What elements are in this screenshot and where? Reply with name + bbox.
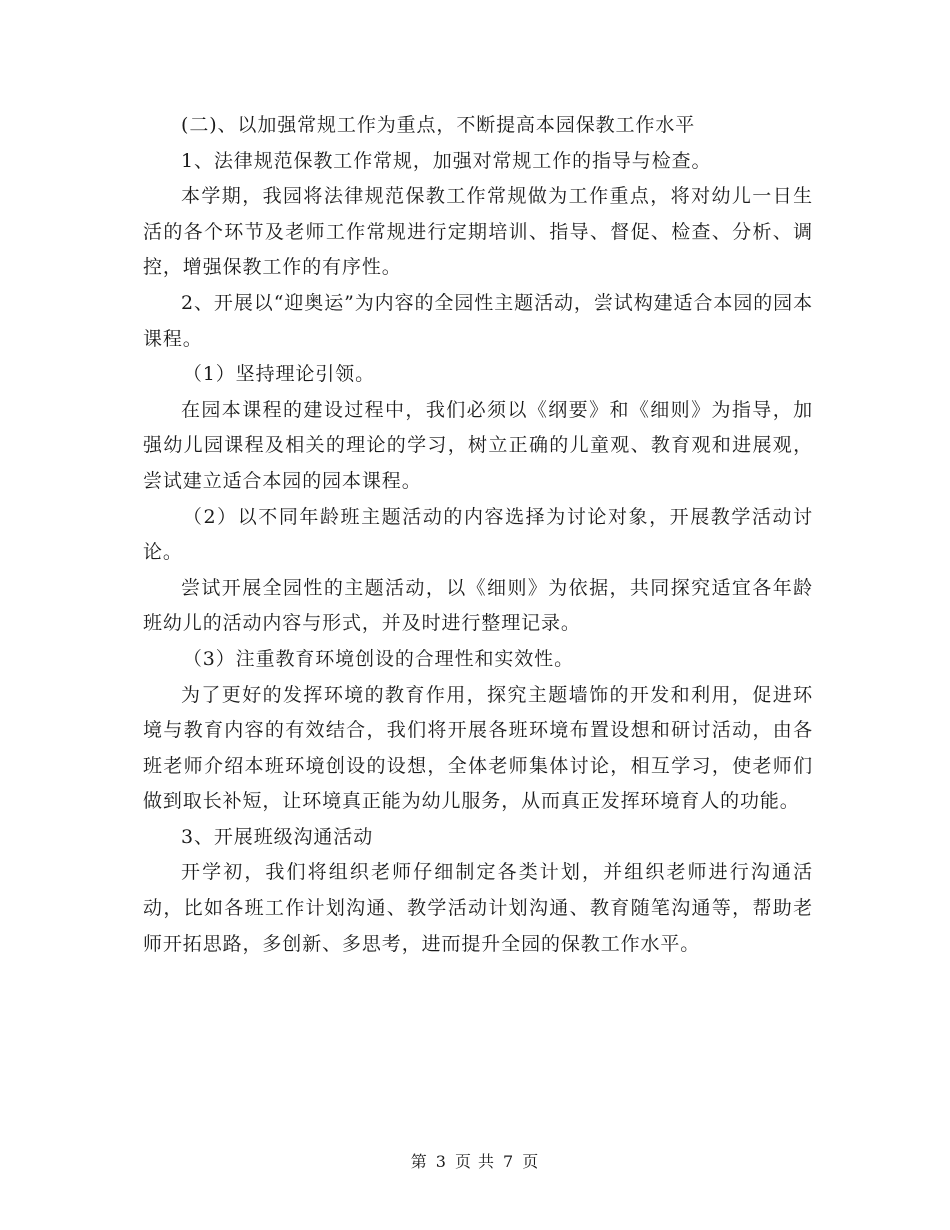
total-pages: 7 bbox=[503, 1152, 515, 1171]
page-footer bbox=[0, 1149, 950, 1172]
item-heading: （1）坚持理论引领。 bbox=[182, 363, 375, 386]
body-paragraph: 开学初，我们将组织老师仔细制定各类计划，并组织老师进行沟通活动，比如各班工作计划沟通、教学活动计划沟通、教育随笔沟通等，帮助老师开拓思路，多创新、多思考，进而提升全园的保教工作水平。 bbox=[143, 861, 813, 955]
section-heading: (二)、以加强常规工作为重点，不断提高本园保教工作水平 bbox=[181, 114, 696, 136]
body-paragraph: 本学期，我园将法律规范保教工作常规做为工作重点，将对幼儿一日生活的各个环节及老师工作常规进行定期培训、指导、督促、检查、分析、调控，增强保教工作的有序性。 bbox=[143, 185, 813, 279]
page-label-suffix: 页 bbox=[522, 1152, 540, 1171]
body-paragraph: 尝试开展全园性的主题活动，以《细则》为依据，共同探究适宜各年龄班幼儿的活动内容与形式，并及时进行整理记录。 bbox=[143, 576, 813, 635]
subsection-heading: 2、开展以“迎奥运”为内容的全园性主题活动，尝试构建适合本园的园本课程。 bbox=[143, 291, 813, 350]
item-heading: （2）以不同年龄班主题活动的内容选择为讨论对象，开展教学活动讨论。 bbox=[143, 505, 813, 564]
subsection-heading: 1、法律规范保教工作常规，加强对常规工作的指导与检查。 bbox=[181, 149, 712, 172]
body-paragraph: 为了更好的发挥环境的教育作用，探究主题墙饰的开发和利用，促进环境与教育内容的有效结合，我们将开展各班环境布置设想和研讨活动，由各班老师介绍本班环境创设的设想，全体老师集体讨论，相互学习，使老师们做到取长补短，让环境真正能为幼儿服务，从而真正发挥环境育人的功能。 bbox=[143, 683, 813, 813]
body-paragraph: 在园本课程的建设过程中，我们必须以《纲要》和《细则》为指导，加强幼儿园课程及相关的理论的学习，树立正确的儿童观、教育观和进展观，尝试建立适合本园的园本课程。 bbox=[143, 398, 813, 492]
page-label-mid: 页 共 bbox=[454, 1152, 496, 1171]
document-body bbox=[143, 108, 813, 962]
page-number: 3 bbox=[435, 1152, 447, 1171]
item-heading: （3）注重教育环境创设的合理性和实效性。 bbox=[182, 647, 574, 670]
page-label-prefix: 第 bbox=[410, 1152, 428, 1171]
subsection-heading: 3、开展班级沟通活动 bbox=[181, 825, 374, 848]
